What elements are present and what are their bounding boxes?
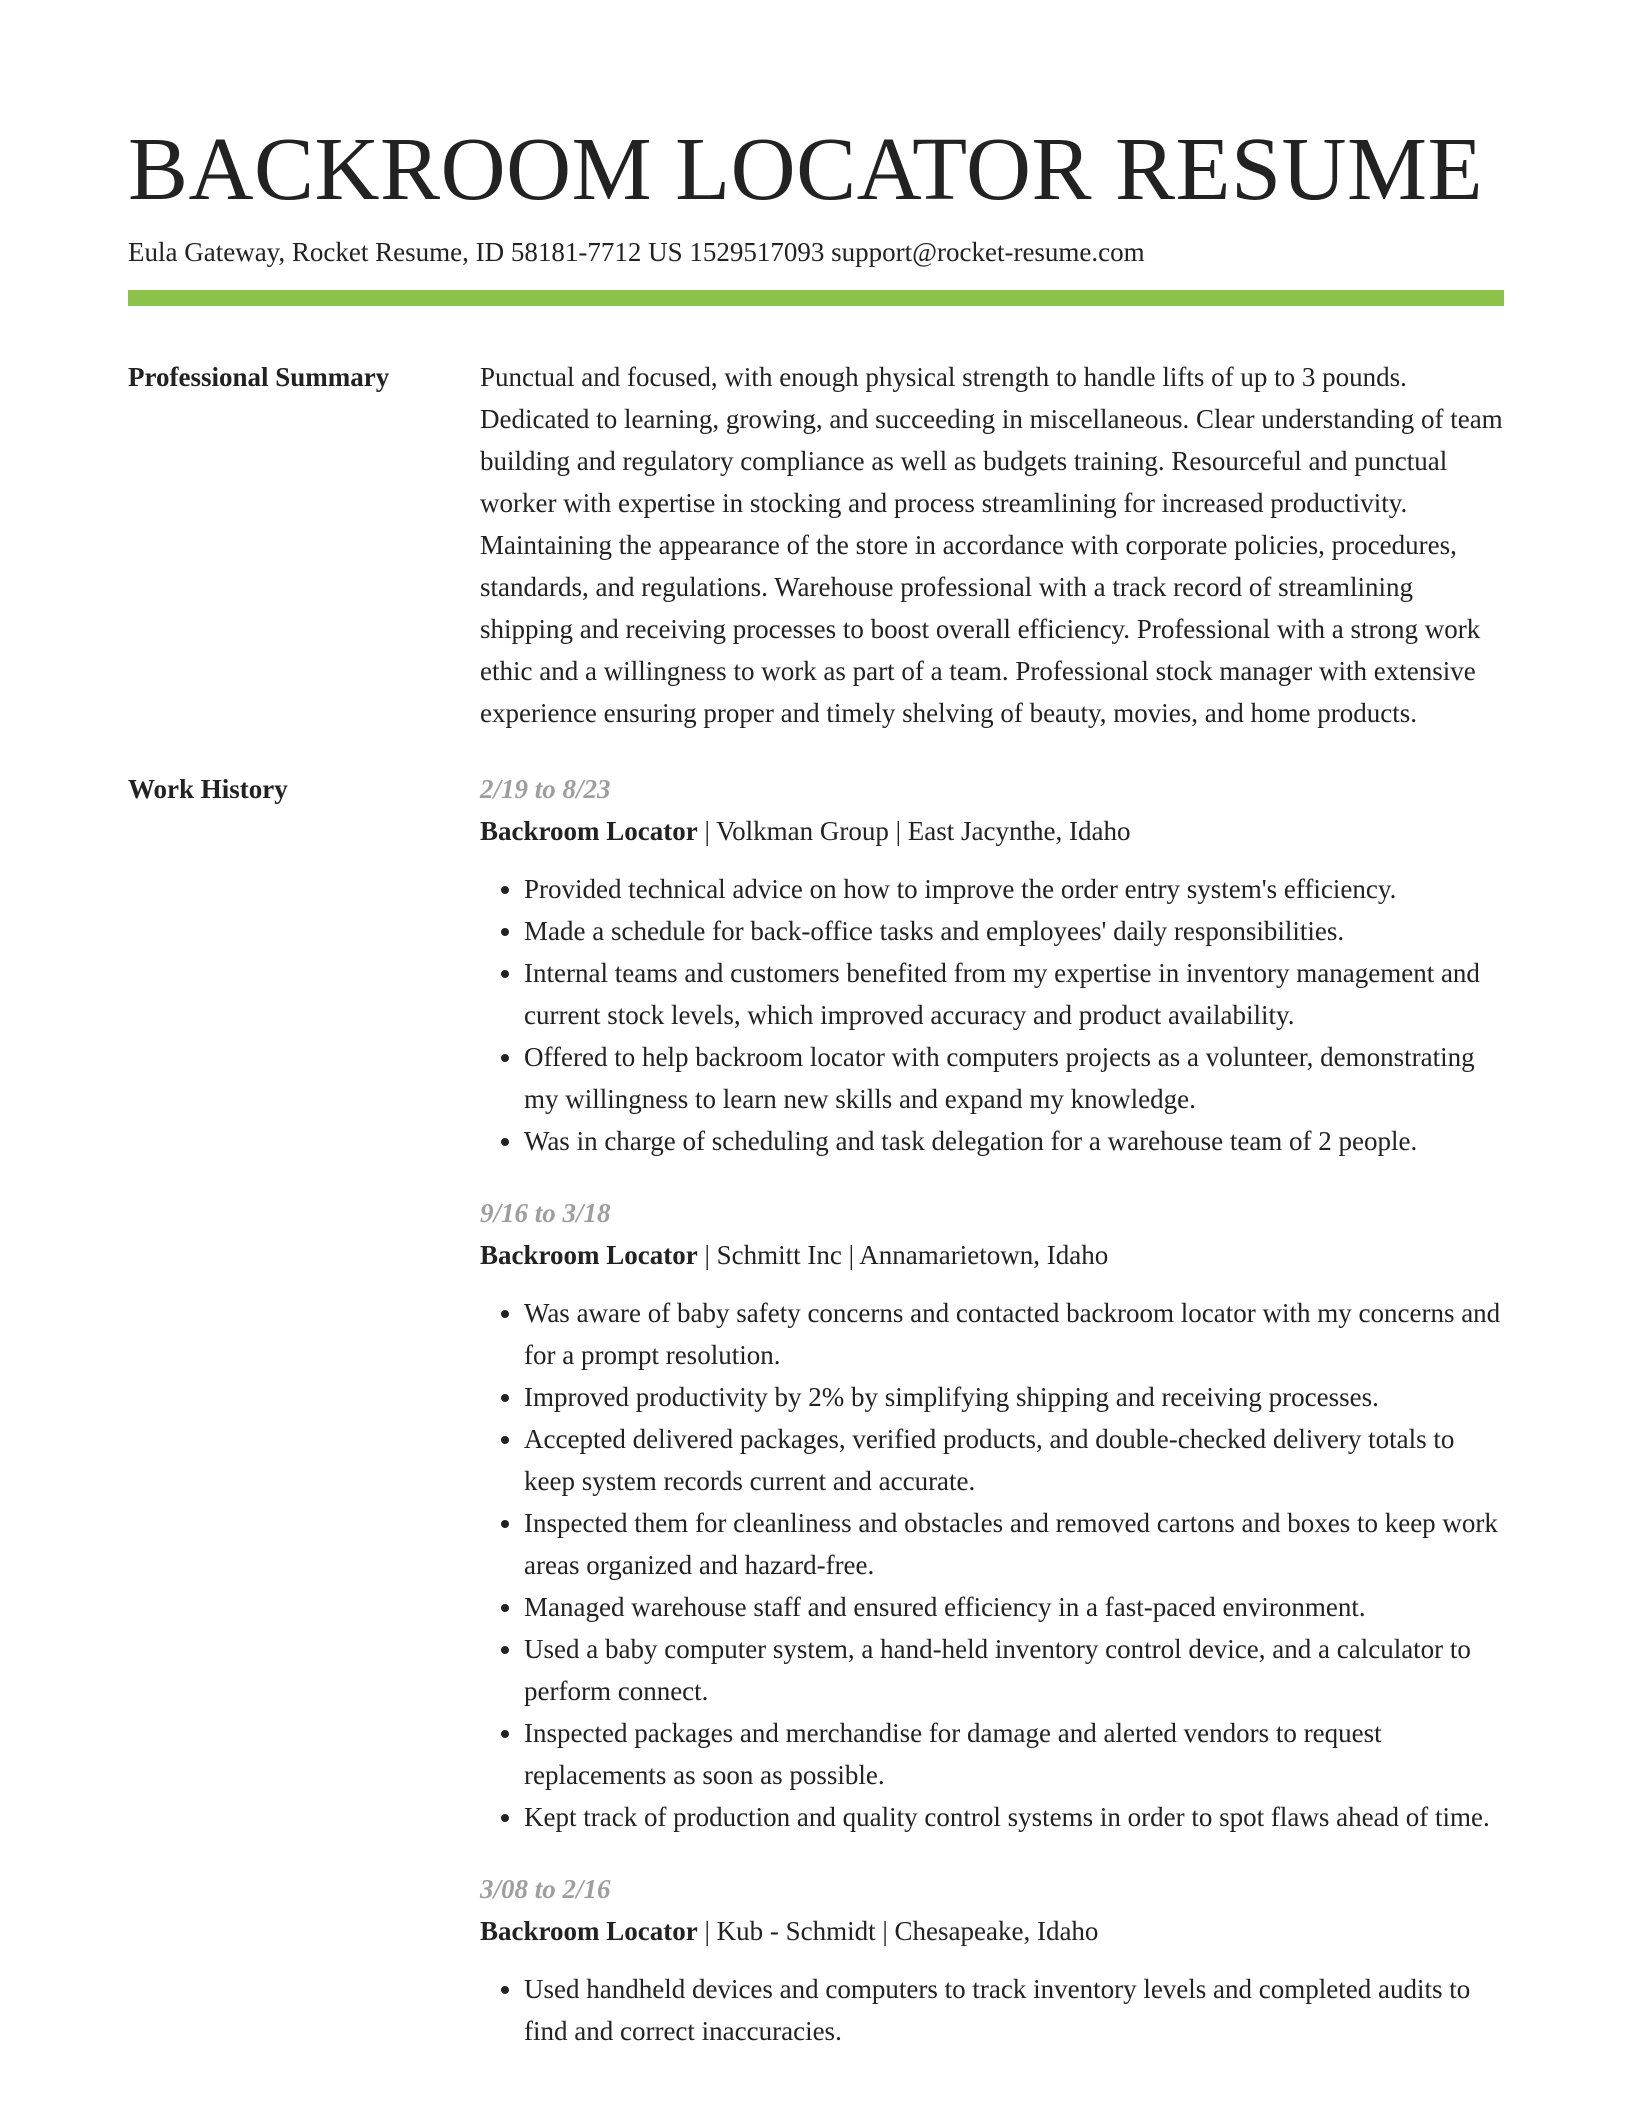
job-title: Backroom Locator — [480, 1916, 698, 1946]
job-bullet: • Used handheld devices and computers to track inventory levels and completed audits to find and correct inaccuracies. — [524, 1968, 1504, 2052]
job-bullet: • Made a schedule for back-office tasks and employees' daily responsibilities. — [524, 910, 1504, 952]
job-bullet: • Improved productivity by 2% by simplifying shipping and receiving processes. — [524, 1376, 1504, 1418]
job-bullet: • Provided technical advice on how to improve the order entry system's efficiency. — [524, 868, 1504, 910]
job-bullet: • Inspected packages and merchandise for damage and alerted vendors to request replacements as soon as possible. — [524, 1712, 1504, 1796]
job-dates: 9/16 to 3/18 — [480, 1198, 611, 1228]
job-title: Backroom Locator — [480, 816, 698, 846]
job-dates: 2/19 to 8/23 — [480, 774, 611, 804]
job-bullets — [480, 1292, 1504, 1838]
job-details: | Volkman Group | East Jacynthe, Idaho — [697, 816, 1131, 846]
job-bullet: • Internal teams and customers benefited from my expertise in inventory management and current stock levels, which improved accuracy and product availability. — [524, 952, 1504, 1036]
header-divider — [128, 290, 1504, 306]
job-bullet: • Used a baby computer system, a hand-held inventory control device, and a calculator to perform connect. — [524, 1628, 1504, 1712]
job-bullet: • Kept track of production and quality control systems in order to spot flaws ahead of time. — [524, 1796, 1504, 1838]
section-label-summary: Professional Summary — [128, 362, 390, 392]
job-dates: 3/08 to 2/16 — [480, 1874, 611, 1904]
job-heading — [480, 1234, 1504, 1276]
job-bullet: • Accepted delivered packages, verified products, and double-checked delivery totals to keep system records current and accurate. — [524, 1418, 1504, 1502]
job-bullet: • Managed warehouse staff and ensured efficiency in a fast-paced environment. — [524, 1586, 1504, 1628]
section-label-work-history: Work History — [128, 774, 288, 804]
contact-line: Eula Gateway, Rocket Resume, ID 58181-7712 US 1529517093 support@rocket-resume.com — [128, 237, 1145, 267]
resume-page — [128, 118, 1504, 2052]
job-entry — [480, 1868, 1504, 2052]
work-history-section — [128, 768, 1504, 2052]
job-bullets — [480, 1968, 1504, 2052]
work-history-list — [480, 768, 1504, 2052]
job-bullet: • Offered to help backroom locator with computers projects as a volunteer, demonstrating my willingness to learn new skills and expand my knowledge. — [524, 1036, 1504, 1120]
job-heading — [480, 810, 1504, 852]
job-bullet: • Inspected them for cleanliness and obstacles and removed cartons and boxes to keep work areas organized and hazard-free. — [524, 1502, 1504, 1586]
job-bullet: • Was aware of baby safety concerns and contacted backroom locator with my concerns and for a prompt resolution. — [524, 1292, 1504, 1376]
job-bullet: • Was in charge of scheduling and task delegation for a warehouse team of 2 people. — [524, 1120, 1504, 1162]
job-title: Backroom Locator — [480, 1240, 698, 1270]
professional-summary-section — [128, 356, 1504, 734]
job-entry — [480, 768, 1504, 1162]
job-entry — [480, 1192, 1504, 1838]
job-bullets — [480, 868, 1504, 1162]
resume-title: BACKROOM LOCATOR RESUME — [128, 120, 1484, 219]
job-details: | Kub - Schmidt | Chesapeake, Idaho — [697, 1916, 1099, 1946]
summary-text: Punctual and focused, with enough physical strength to handle lifts of up to 3 pounds. Dedicated to learning, growing, and succeeding in miscellaneous. Clear understanding of team building and regulatory compliance as well as budgets training. Resourceful and punctual worker with expertise in stocking and process streamlining for increased productivity. Maintaining the appearance of the store in accordance with corporate policies, procedures, standards, and regulations. Warehouse professional with a track record of streamlining shipping and receiving processes to boost overall efficiency. Professional with a strong work ethic and a willingness to work as part of a team. Professional stock manager with extensive experience ensuring proper and timely shelving of beauty, movies, and home products. — [480, 362, 1503, 728]
job-details: | Schmitt Inc | Annamarietown, Idaho — [697, 1240, 1109, 1270]
job-heading — [480, 1910, 1504, 1952]
